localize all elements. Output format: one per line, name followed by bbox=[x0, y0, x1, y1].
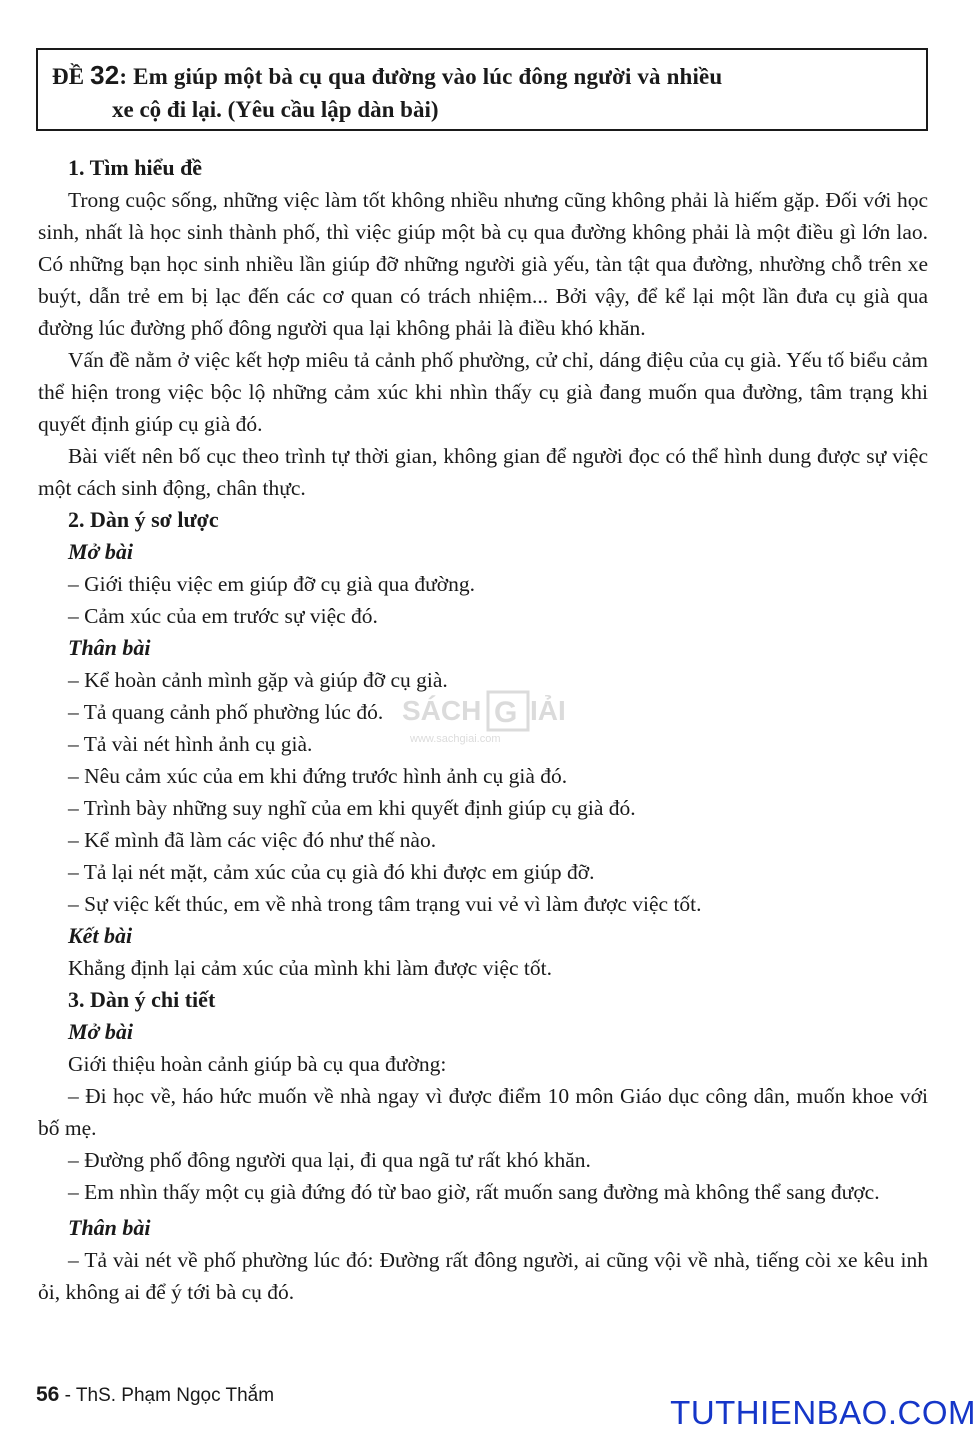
section-2-ket-bai-label: Kết bài bbox=[68, 923, 133, 948]
section-2-mo-bai-item: – Giới thiệu việc em giúp đỡ cụ già qua đường. bbox=[68, 572, 475, 596]
page-footer bbox=[36, 1383, 274, 1407]
exercise-title-line-1 bbox=[52, 60, 722, 91]
section-3-mo-bai-item: – Em nhìn thấy một cụ già đứng đó từ bao giờ, rất muốn sang đường mà không thể sang được. bbox=[68, 1180, 880, 1204]
section-2-mo-bai-item: – Cảm xúc của em trước sự việc đó. bbox=[68, 604, 378, 628]
section-2-than-bai-item: – Tả vài nét hình ảnh cụ già. bbox=[68, 732, 313, 756]
exercise-title-text-1: : Em giúp một bà cụ qua đường vào lúc đông người và nhiều bbox=[119, 64, 723, 89]
section-3-heading: 3. Dàn ý chi tiết bbox=[68, 987, 216, 1012]
section-2-heading: 2. Dàn ý sơ lược bbox=[68, 507, 219, 532]
section-1-heading: 1. Tìm hiểu đề bbox=[68, 155, 203, 180]
section-1-paragraph-3: Bài viết nên bố cục theo trình tự thời gian, không gian để người đọc có thể hình dung được sự việc một cách sinh động, chân thực. bbox=[38, 444, 928, 500]
exercise-title-line-2: xe cộ đi lại. (Yêu cầu lập dàn bài) bbox=[112, 97, 439, 122]
page-number: 56 bbox=[36, 1383, 60, 1406]
section-2-than-bai-item: – Tả lại nét mặt, cảm xúc của cụ già đó khi được em giúp đỡ. bbox=[68, 860, 595, 884]
watermark-text-iai: IẢI bbox=[530, 695, 566, 726]
section-2-than-bai-item: – Sự việc kết thúc, em về nhà trong tâm trạng vui vẻ vì làm được việc tốt. bbox=[68, 892, 702, 916]
section-2-than-bai-item: – Tả quang cảnh phố phường lúc đó. bbox=[68, 700, 384, 724]
section-3-mo-bai-item: – Đi học về, háo hức muốn về nhà ngay vì được điểm 10 môn Giáo dục công dân, muốn khoe với bố mẹ. bbox=[38, 1084, 928, 1140]
watermark-text-sach: SÁCH bbox=[402, 695, 482, 726]
section-2-than-bai-item: – Kể hoàn cảnh mình gặp và giúp đỡ cụ già. bbox=[68, 668, 448, 692]
watermark-url: www.sachgiai.com bbox=[410, 733, 501, 745]
section-3-mo-bai-item: – Đường phố đông người qua lại, đi qua ngã tư rất khó khăn. bbox=[68, 1148, 591, 1172]
section-1-paragraph-1: Trong cuộc sống, những việc làm tốt không nhiều nhưng cũng không phải là hiếm gặp. Đối với học sinh, nhất là học sinh thành phố, thì việc giúp một bà cụ qua đường không phải là một điều gì lớn lao. Có những bạn học sinh nhiều lần giúp đỡ những người già yếu, tàn tật qua đường, nhường chỗ trên xe buýt, dẫn trẻ em bị lạc đến các cơ quan có trách nhiệm... Bởi vậy, để kể lại một lần đưa cụ già qua đường lúc đường phố đông người qua lại không phải là điều khó khăn. bbox=[38, 188, 928, 340]
exercise-number: 32 bbox=[90, 60, 120, 90]
exercise-title-box bbox=[36, 48, 928, 131]
watermark-text-g: G bbox=[494, 696, 518, 729]
section-2-than-bai-item: – Trình bày những suy nghĩ của em khi quyết định giúp cụ già đó. bbox=[68, 796, 636, 820]
section-2-ket-bai-text: Khẳng định lại cảm xúc của mình khi làm được việc tốt. bbox=[68, 956, 552, 980]
section-3-than-bai-item: – Tả vài nét về phố phường lúc đó: Đường rất đông người, ai cũng vội về nhà, tiếng còi xe kêu inh ỏi, không ai để ý tới bà cụ đó. bbox=[38, 1248, 928, 1304]
section-2-than-bai-item: – Kể mình đã làm các việc đó như thế nào. bbox=[68, 828, 437, 852]
section-1-paragraph-2: Vấn đề nằm ở việc kết hợp miêu tả cảnh phố phường, cử chỉ, dáng điệu của cụ già. Yếu tố biểu cảm thể hiện trong việc bộc lộ những cảm xúc khi nhìn thấy cụ già đang muốn qua đường, tâm trạng khi quyết định giúp cụ già đó. bbox=[38, 348, 928, 436]
exercise-label: ĐỀ bbox=[52, 64, 85, 89]
section-2-than-bai-item: – Nêu cảm xúc của em khi đứng trước hình ảnh cụ già đó. bbox=[68, 764, 568, 788]
section-2-mo-bai-label: Mở bài bbox=[68, 539, 133, 564]
author-credit: - ThS. Phạm Ngọc Thắm bbox=[64, 1385, 275, 1406]
site-link[interactable]: TUTHIENBAO.COM bbox=[670, 1394, 976, 1431]
document-body bbox=[38, 152, 928, 1308]
section-3-mo-bai-label: Mở bài bbox=[68, 1019, 133, 1044]
section-3-mo-bai-intro: Giới thiệu hoàn cảnh giúp bà cụ qua đường: bbox=[68, 1052, 447, 1076]
section-3-than-bai-label: Thân bài bbox=[68, 1215, 151, 1240]
section-2-than-bai-label: Thân bài bbox=[68, 635, 151, 660]
